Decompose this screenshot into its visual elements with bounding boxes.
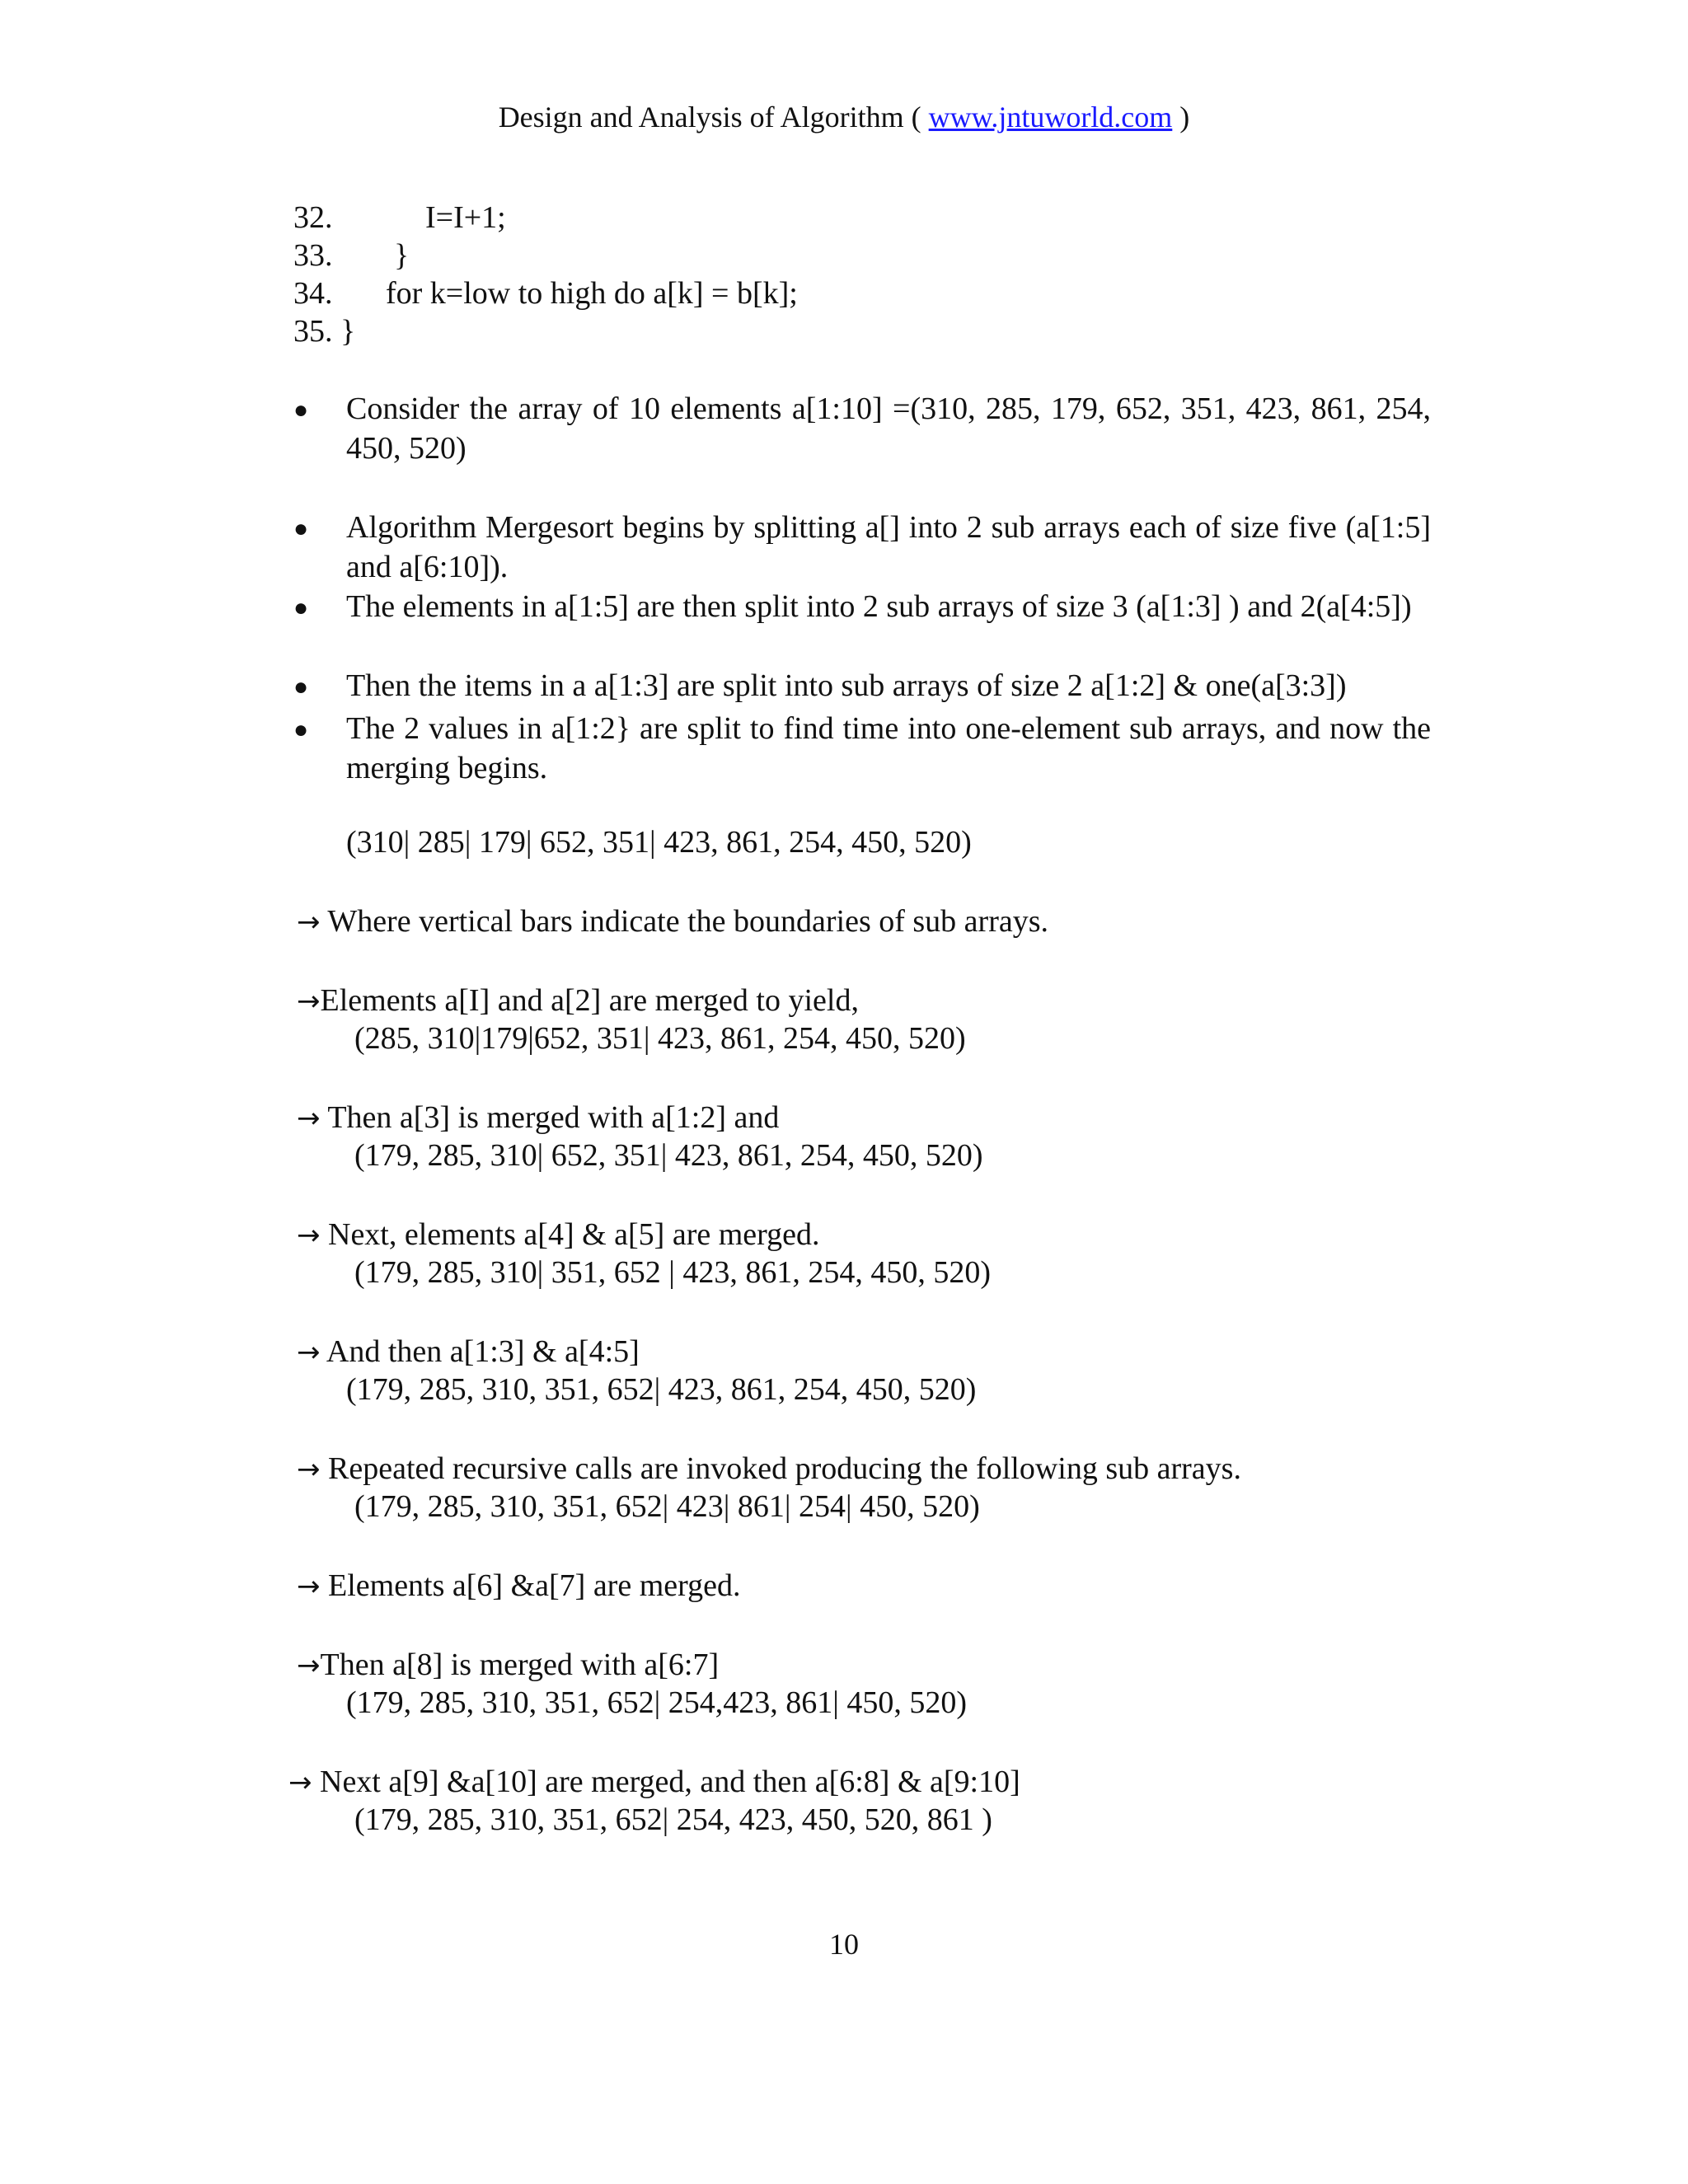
step-8-array: (179, 285, 310, 351, 652| 254,423, 861| 450, 520): [346, 1685, 968, 1720]
code-line-34: [293, 274, 798, 313]
step-6-array: (179, 285, 310, 351, 652| 423| 861| 254| 450, 520): [354, 1489, 980, 1524]
bullet-marker: ●: [293, 594, 309, 621]
step-2: [297, 981, 859, 1021]
initial-array: (310| 285| 179| 652, 351| 423, 861, 254, 450, 520): [346, 825, 972, 860]
step-2-array: (285, 310|179|652, 351| 423, 861, 254, 450, 520): [354, 1021, 966, 1056]
step-1: [297, 902, 1048, 942]
code-line-number: 32.: [293, 200, 333, 235]
arrow-right-icon: →: [297, 1219, 321, 1252]
code-line-text: I=I+1;: [425, 200, 506, 235]
bullet-marker: ●: [293, 716, 309, 743]
step-5: [297, 1332, 640, 1372]
arrow-right-icon: →: [297, 1570, 321, 1603]
code-line-text: }: [394, 238, 410, 273]
bullet-marker: ●: [293, 673, 309, 701]
step-text: Then a[3] is merged with a[1:2] and: [327, 1100, 780, 1135]
arrow-right-icon: →: [297, 906, 321, 939]
step-4: [297, 1215, 819, 1255]
bullet-item: The elements in a[1:5] are then split into 2 sub arrays of size 3 (a[1:3] ) and 2(a[4:5]): [346, 589, 1412, 624]
step-4-array: (179, 285, 310| 351, 652 | 423, 861, 254, 450, 520): [354, 1255, 992, 1290]
step-text: Where vertical bars indicate the boundaries of sub arrays.: [327, 904, 1049, 939]
step-text: Elements a[6] &a[7] are merged.: [328, 1568, 741, 1603]
code-line-33: [293, 236, 410, 275]
step-text: Then a[8] is merged with a[6:7]: [320, 1647, 720, 1682]
code-line-number: 35.: [293, 314, 333, 349]
step-text: Next, elements a[4] & a[5] are merged.: [328, 1217, 820, 1252]
bullet-item: Algorithm Mergesort begins by splitting a[] into 2 sub arrays each of size five (a[1:5] and a[6:10]).: [346, 510, 1431, 584]
bullet-marker: ●: [293, 396, 309, 424]
code-line-text: }: [340, 314, 356, 349]
arrow-right-icon: →: [297, 1649, 321, 1682]
step-6: [297, 1449, 1241, 1489]
step-text: Next a[9] &a[10] are merged, and then a[6:8] & a[9:10]: [320, 1765, 1020, 1799]
code-line-35: [293, 312, 355, 351]
arrow-right-icon: →: [288, 1766, 312, 1799]
arrow-right-icon: →: [297, 985, 321, 1018]
arrow-right-icon: →: [297, 1336, 321, 1369]
step-3-array: (179, 285, 310| 652, 351| 423, 861, 254, 450, 520): [354, 1138, 983, 1173]
bullet-marker: ●: [293, 515, 309, 542]
step-text: Elements a[I] and a[2] are merged to yield,: [320, 983, 859, 1018]
step-9: [288, 1762, 1020, 1802]
code-line-32: [293, 198, 506, 237]
code-line-text: for k=low to high do a[k] = b[k];: [386, 276, 798, 311]
page-number: 10: [829, 1928, 859, 1961]
code-line-number: 34.: [293, 276, 333, 311]
code-line-number: 33.: [293, 238, 333, 273]
bullet-item: Then the items in a a[1:3] are split into sub arrays of size 2 a[1:2] & one(a[3:3]): [346, 668, 1347, 703]
step-text: And then a[1:3] & a[4:5]: [326, 1334, 640, 1369]
step-3: [297, 1098, 779, 1138]
header-title: Design and Analysis of Algorithm (: [498, 101, 929, 134]
step-9-array: (179, 285, 310, 351, 652| 254, 423, 450, 520, 861 ): [354, 1802, 992, 1837]
page-header: [0, 97, 1688, 137]
arrow-right-icon: →: [297, 1453, 321, 1486]
step-8: [297, 1645, 719, 1685]
step-text: Repeated recursive calls are invoked producing the following sub arrays.: [328, 1451, 1241, 1486]
step-7: [297, 1566, 740, 1606]
header-close: ): [1172, 101, 1190, 134]
bullet-item: Consider the array of 10 elements a[1:10] =(310, 285, 179, 652, 351, 423, 861, 254, 450, 520): [346, 391, 1431, 466]
arrow-right-icon: →: [297, 1102, 321, 1135]
header-link[interactable]: www.jntuworld.com: [928, 101, 1173, 134]
bullet-item: The 2 values in a[1:2} are split to find time into one-element sub arrays, and now the merging begins.: [346, 711, 1431, 785]
step-5-array: (179, 285, 310, 351, 652| 423, 861, 254, 450, 520): [346, 1372, 977, 1407]
